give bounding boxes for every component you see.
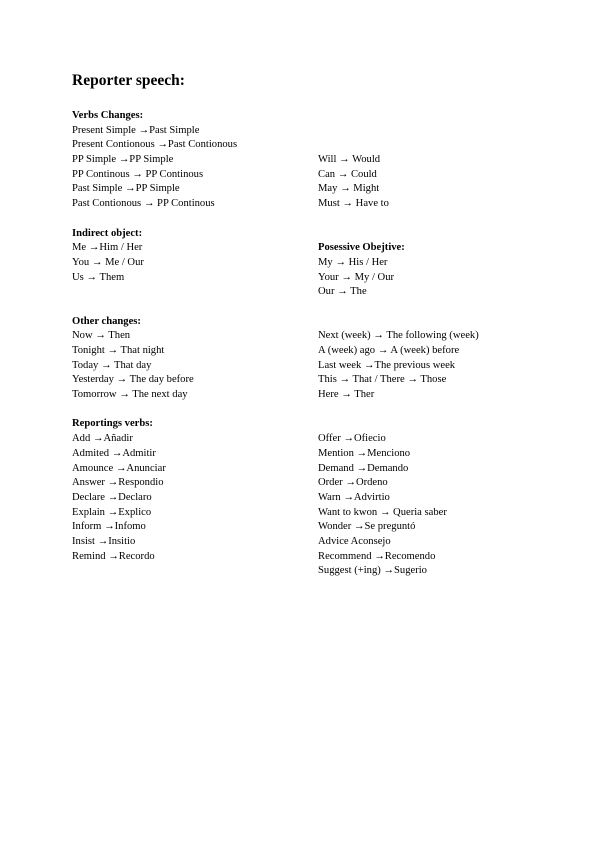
other-change-item: A (week) ago → A (week) before <box>318 345 460 356</box>
reporting-verb-item: Suggest (+ing) →Sugerio <box>318 565 427 577</box>
right-column <box>318 109 558 579</box>
reporting-verb-item: Amounce →Anunciar <box>72 462 166 474</box>
possessive-item: My → His / Her <box>318 256 388 268</box>
verb-change-item: Past Simple →PP Simple <box>72 183 180 195</box>
indirect-object-item: You → Me / Our <box>72 256 144 268</box>
reporting-verb-item: Insist →Insitio <box>72 535 136 547</box>
reporting-verb-item: Warn →Advirtio <box>318 491 390 503</box>
other-change-item: Tomorrow → The next day <box>72 389 188 401</box>
verb-change-item: Present Contionous →Past Contionous <box>72 139 238 151</box>
indirect-object-heading: Indirect object: <box>72 227 143 239</box>
verb-change-item: Past Contionous → PP Continous <box>72 198 215 210</box>
reporting-verb-item: Answer →Respondio <box>72 477 164 489</box>
reporting-verb-item: Recommend →Recomendo <box>318 550 436 562</box>
reporting-verb-item: Inform →Infomo <box>72 521 146 533</box>
indirect-object-item: Me →Him / Her <box>72 242 143 254</box>
other-change-item: This → That / There → Those <box>318 374 447 386</box>
possessive-item: Your → My / Our <box>318 271 395 283</box>
reporting-verb-item: Offer →Ofiecio <box>318 433 386 445</box>
other-change-item: Last week →The previous week <box>318 359 456 371</box>
verbs-heading: Verbs Changes: <box>72 110 144 121</box>
other-change-item: Yesterday → The day before <box>72 374 194 386</box>
verb-change-item: PP Simple →PP Simple <box>72 154 174 166</box>
left-column <box>72 109 312 564</box>
reporting-verb-item: Demand →Demando <box>318 462 409 474</box>
modal-change-item: Must → Have to <box>318 198 389 210</box>
modal-change-item: May → Might <box>318 183 380 195</box>
reporting-verb-item: Admited →Admitir <box>72 447 156 459</box>
other-change-item: Tonight → That night <box>72 345 165 356</box>
reporting-verb-item: Mention →Menciono <box>318 447 411 459</box>
reporting-verb-item: Declare →Declaro <box>72 491 152 503</box>
indirect-object-item: Us → Them <box>72 271 125 283</box>
reporting-verb-item: Explain →Explico <box>72 506 152 518</box>
other-changes-heading: Other changes: <box>72 315 141 327</box>
other-change-item: Here → Ther <box>318 389 375 401</box>
reporting-verbs-heading: Reportings verbs: <box>72 418 153 430</box>
verb-change-item: Present Simple →Past Simple <box>72 124 200 136</box>
possessive-heading: Posessive Obejtive: <box>318 242 405 254</box>
reporting-verb-item: Wonder →Se preguntó <box>318 521 416 533</box>
modal-change-item: Will → Would <box>318 154 381 166</box>
other-change-item: Now → Then <box>72 330 131 342</box>
reporting-verb-item: Remind →Recordo <box>72 550 155 562</box>
other-change-item: Next (week) → The following (week) <box>318 330 479 342</box>
reporting-verb-item: Order →Ordeno <box>318 477 388 489</box>
reporting-verb-item: Add →Añadir <box>72 433 133 445</box>
other-change-item: Today → That day <box>72 359 152 371</box>
possessive-item: Our → The <box>318 286 367 298</box>
modal-change-item: Can → Could <box>318 168 377 180</box>
reporting-verb-item: Advice Aconsejo <box>318 535 391 547</box>
page-title: Reporter speech: <box>72 72 185 89</box>
verb-change-item: PP Continous → PP Continous <box>72 168 204 180</box>
reporting-verb-item: Want to kwon → Queria saber <box>318 506 447 518</box>
